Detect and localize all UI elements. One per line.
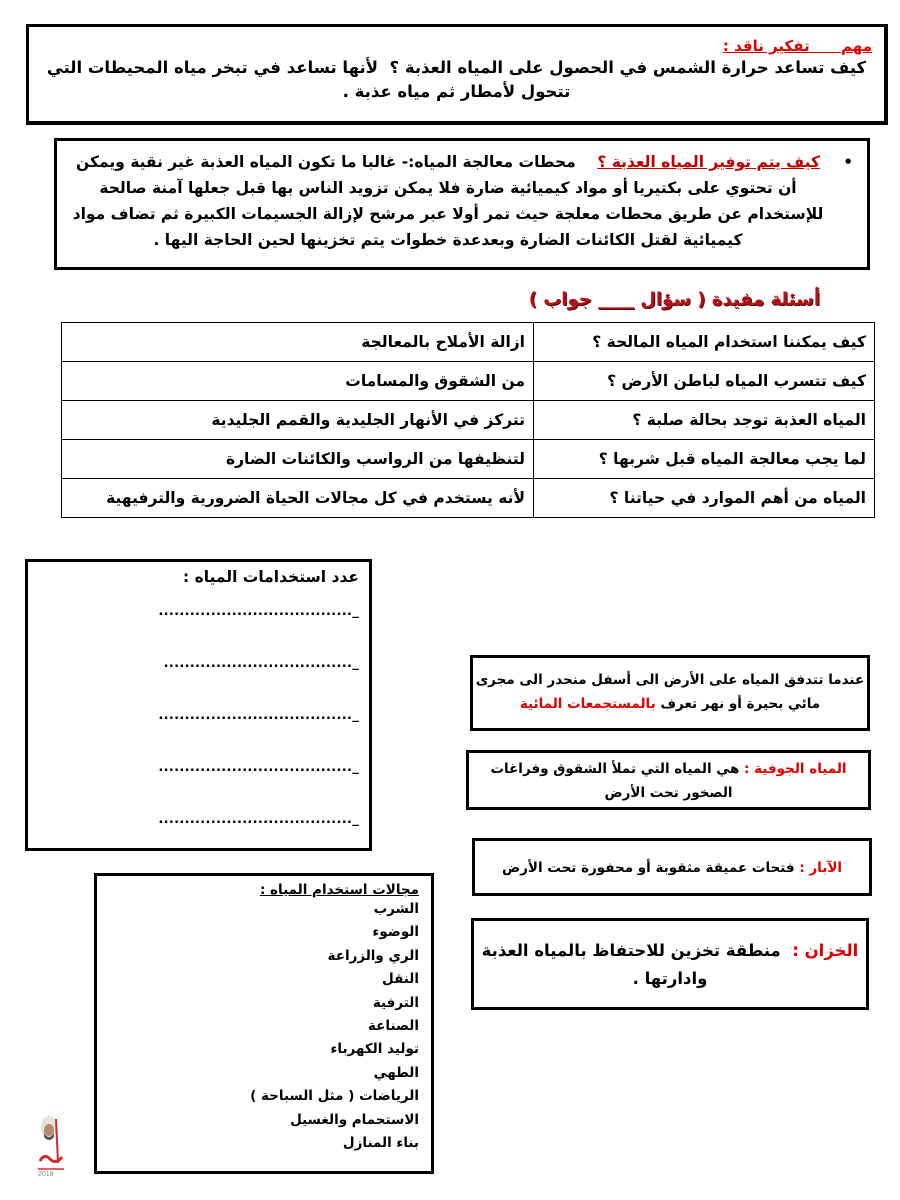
critical-thinking-label: تفكير ناقد :	[722, 37, 810, 55]
year-of-zayed-logo	[34, 1113, 70, 1181]
answer-cell: لتنظيفها من الرواسب والكائنات الضارة	[62, 440, 534, 479]
list-item: الشرب	[373, 901, 419, 917]
treatment-lead: محطات معالجة المياه:-	[401, 153, 576, 171]
reservoir-definition-box	[471, 918, 869, 1010]
water-uses-exercise-box	[25, 559, 372, 851]
watershed-definition-box	[470, 655, 870, 731]
wells-text: فتحات عميقة مثقوبة أو محفورة تحت الأرض	[501, 860, 795, 876]
water-uses-exercise-title: عدد استخدامات المياه :	[182, 568, 359, 586]
bullet-icon: •	[843, 153, 853, 171]
critical-thinking-box	[26, 24, 888, 125]
question-cell: كيف يمكننا استخدام المياه المالحة ؟	[534, 323, 875, 362]
groundwater-term: المياه الجوفية :	[744, 761, 847, 777]
list-item: الاستحمام والغسيل	[290, 1111, 419, 1128]
reservoir-term: الخزان :	[792, 941, 859, 960]
reservoir-text: منطقة تخزين للاحتفاظ بالمياه العذبة وادارتها .	[481, 941, 781, 988]
logo-year: 2018	[38, 1171, 54, 1178]
water-treatment-box	[54, 138, 870, 270]
list-item: الوضوء	[372, 924, 419, 941]
treatment-text: غالبا ما تكون المياه العذبة غير نقية ويمكن أن تحتوي على بكتيريا أو مواد كيميائية ضارة فلا يمكن تزويد الناس بها قبل جعلها آمنة صالحة للإستخدام عن طريق محطات معلجة حيث تمر أولا عبر مرشح لإزالة الجسيمات الكبيرة ثم تضاف مواد كيميائية لقتل الكائنات الضارة وبعدعدة خطوات يتم تخزينها لحين الحاجة اليها .	[72, 153, 824, 249]
list-item: الرياضات ( مثل السباحة )	[250, 1088, 419, 1105]
question-cell: كيف تتسرب المياه لباطن الأرض ؟	[534, 362, 875, 401]
answer-blank-line[interactable]: _.....................................	[158, 760, 359, 775]
useful-questions-heading: أسئلة مفيدة ( سؤال ____ جواب )	[528, 289, 820, 310]
wells-term: الآبار :	[799, 860, 843, 876]
answer-blank-line[interactable]: _.....................................	[158, 812, 359, 827]
question-cell: المياه من أهم الموارد في حياتنا ؟	[534, 479, 875, 518]
list-item: النقل	[382, 971, 419, 988]
question-cell: المياه العذبة توجد بحالة صلبة ؟	[534, 401, 875, 440]
wells-definition	[475, 856, 869, 880]
groundwater-text: هي المياه التي تملأ الشقوق وفراغات الصخور تحت الأرض	[490, 761, 740, 801]
water-use-fields-title: مجالات استخدام المياه :	[259, 882, 419, 898]
groundwater-definition	[469, 757, 868, 805]
critical-question: كيف تساعد حرارة الشمس في الحصول على المياه العذبة ؟	[389, 58, 867, 77]
answer-blank-line[interactable]: _.....................................	[158, 708, 359, 723]
list-item: الري والزراعة	[327, 947, 419, 964]
wells-definition-box	[472, 838, 872, 896]
critical-answer: لأنها تساعد في تبخر مياه المحيطات التي تتحول لأمطار ثم مياه عذبة .	[46, 58, 571, 101]
water-treatment-paragraph	[71, 149, 853, 253]
qa-table	[61, 322, 875, 518]
answer-cell: من الشقوق والمسامات	[62, 362, 534, 401]
list-item: الترفية	[372, 994, 419, 1011]
list-item: الطهي	[373, 1064, 419, 1081]
watershed-text: عندما تتدفق المياه على الأرض الى أسفل منحدر الى مجرى مائي بحيرة أو نهر تعرف	[475, 672, 865, 712]
table-row	[62, 479, 875, 518]
answer-cell: لأنه يستخدم في كل مجالات الحياة الضرورية والترفيهية	[62, 479, 534, 518]
list-item: الصناعة	[368, 1018, 419, 1035]
watershed-term: بالمستجمعات المائية	[519, 696, 656, 712]
table-row	[62, 401, 875, 440]
question-cell: لما يجب معالجة المياه قبل شربها ؟	[534, 440, 875, 479]
watershed-definition	[473, 668, 867, 716]
answer-cell: ازالة الأملاح بالمعالجة	[62, 323, 534, 362]
groundwater-definition-box	[466, 750, 871, 810]
answer-blank-line[interactable]: _....................................	[163, 656, 359, 671]
answer-blank-line[interactable]: _.....................................	[158, 604, 359, 619]
table-row	[62, 440, 875, 479]
treatment-question: كيف يتم توفير المياه العذبة ؟	[597, 153, 820, 171]
list-item: بناء المنازل	[342, 1135, 419, 1152]
list-item: توليد الكهرباء	[330, 1041, 419, 1058]
answer-cell: تتركز في الأنهار الجليدية والقمم الجليدية	[62, 401, 534, 440]
table-row	[62, 362, 875, 401]
reservoir-definition	[474, 937, 866, 993]
critical-thinking-heading	[41, 37, 872, 55]
table-row	[62, 323, 875, 362]
water-use-fields-box	[94, 873, 434, 1174]
important-label: مهم	[841, 37, 872, 55]
critical-thinking-text	[41, 56, 872, 104]
